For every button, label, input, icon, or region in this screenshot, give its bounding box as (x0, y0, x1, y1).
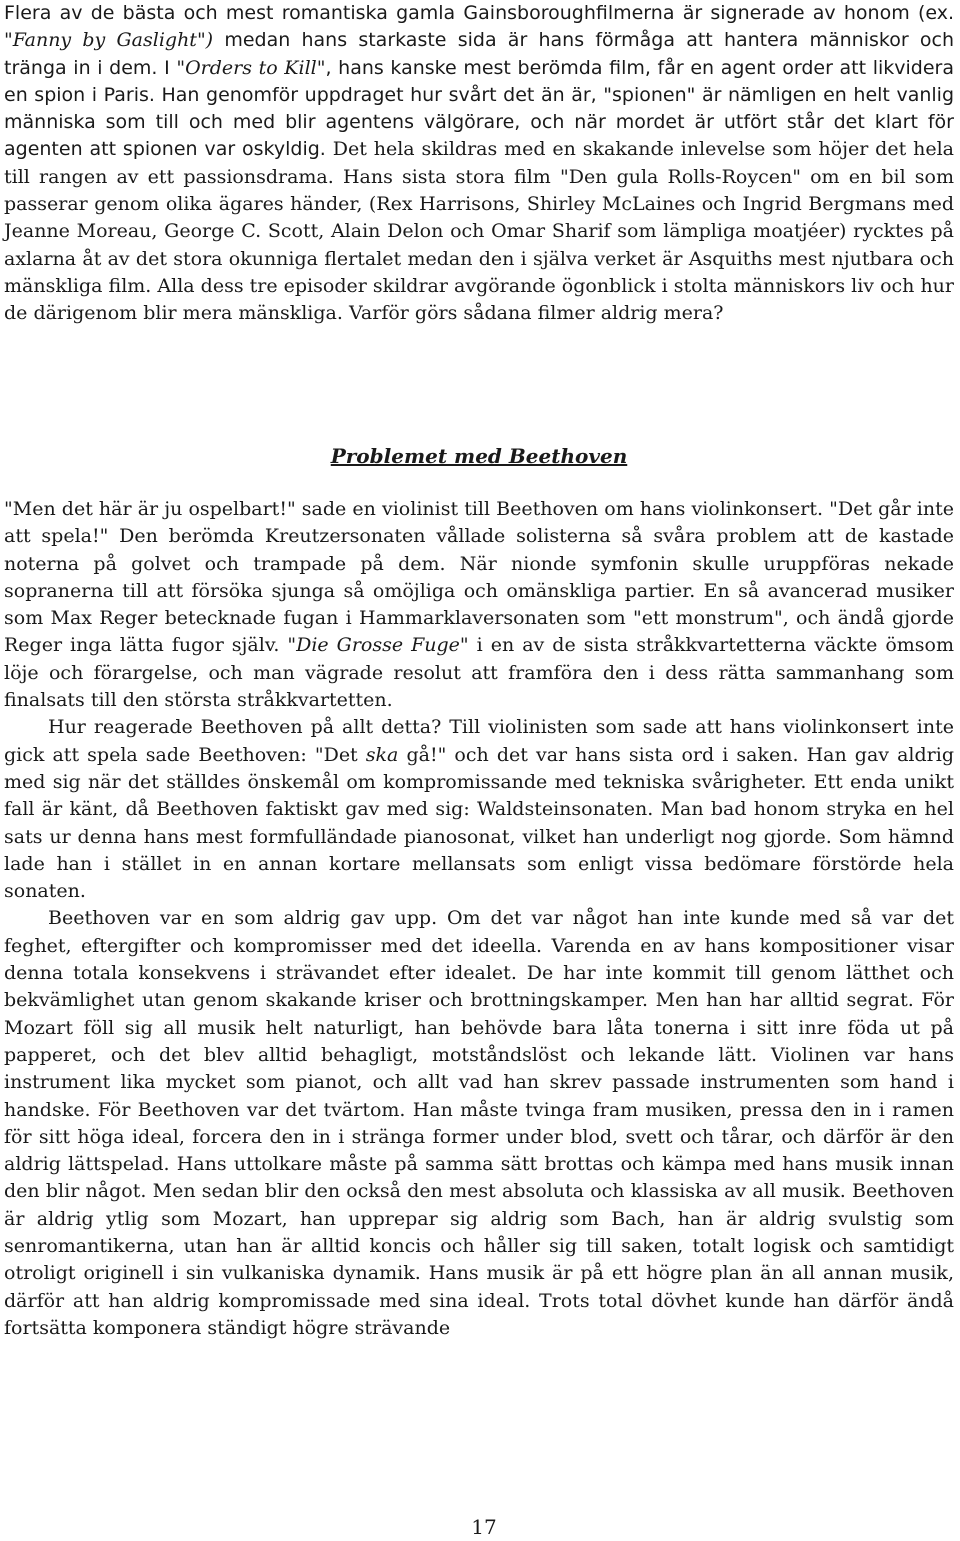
text-run: , hans kanske mest berömda film, får en agent order att likvidera en spion i Paris. Han genomför uppdraget hur svårt det än är, "spionen" är nämligen en helt vanlig människa som till och med blir agentens välgörare, och när mordet är utfört står det klart för agenten att spionen var oskyldig. (4, 56, 954, 161)
paragraph-reaktion (4, 714, 954, 905)
page-number: 17 (471, 1515, 497, 1539)
section-film (4, 0, 954, 328)
italic-title: "Orders to Kill" (176, 56, 326, 79)
paragraph-gav-aldrig-upp: Beethoven var en som aldrig gav upp. Om det var något han inte kunde med så var det feghet, eftergifter och kompromisser med det ideella. Varenda en av hans kompositioner visar denna totala konsekvens i strävandet efter idealet. De har inte kommit till genom lätthet och bekvämlighet utan genom skakande kriser och brottningskamper. Men han har alltid segrat. För Mozart föll sig all musik helt naturligt, han behövde bara låta tonerna i sitt inre föda ut på papperet, och det blev alltid behagligt, motståndslöst och lekande lätt. Violinen var hans instrument lika mycket som pianot, och allt vad han skrev passade instrumenten som hand i handske. För Beethoven var det tvärtom. Han måste tvinga fram musiken, pressa den in i ramen för sitt höga ideal, forcera den in i stränga former under blod, svett och tårar, och därför är den aldrig lättspelad. Hans uttolkare måste på samma sätt brottas och kämpa med hans musik innan den blir något. Men sedan blir den också den mest absoluta och klassiska av all musik. Beethoven är aldrig ytlig som Mozart, han upprepar sig aldrig som Bach, han är aldrig svulstig som senromantikerna, utan han är alltid koncis och håller sig till saken, totalt logisk och samtidigt otroligt originell i sin vulkaniska dynamik. Hans musik är på ett högre plan än all annan musik, därför att han aldrig kompromissade med sina ideal. Trots total dövhet kunde han därför ändå fortsätta komponera ständigt högre strävande (4, 907, 954, 1339)
text-run: i en av de sista stråkkvartetterna väckte ömsom löje och förargelse, och man vägrade resolut att framföra den i dess rätta sammanhang som finalsats till den största stråkkvartetten. (4, 634, 954, 712)
italic-word: ska (365, 743, 399, 766)
italic-title: "Die Grosse Fuge" (287, 634, 469, 657)
paragraph-ospelbart (4, 496, 954, 714)
section-heading: Problemet med Beethoven (330, 444, 628, 468)
text-run: Hur reagerade Beethoven på allt detta? Till violinisten som sade att hans violinkonsert inte gick att spela sade Beethoven: "Det (4, 716, 954, 766)
paragraph-asquith (4, 0, 954, 328)
text-run: "Men det här är ju ospelbart!" sade en violinist till Beethoven om hans violinkonsert. "Det går inte att spela!" Den berömda Kreutzersonaten vållade solisterna så svåra problem att de kastade noterna på golvet och trampade på dem. När nionde symfonin skulle uruppföras nekade sopranerna till att försöka sjunga så omöjliga och omänskliga partier. En så avancerad musiker som Max Reger betecknade fugan i Hammarklaversonaten som "ett monstrum", och ändå gjorde Reger inga lätta fugor själv. (4, 498, 954, 657)
text-run: Flera av de bästa och mest romantiska gamla Gainsboroughfilmerna är signerade av honom (ex. (4, 2, 954, 24)
section-beethoven (4, 496, 954, 1342)
text-run: medan hans starkaste sida är hans förmåga att hantera människor och tränga in i dem. I (4, 29, 954, 79)
italic-title: "Fanny by Gaslight") (4, 29, 214, 52)
text-run: gå!" och det var hans sista ord i saken. Han gav aldrig med sig när det ställdes önskemål om kompromissande med tekniska svårigheter. Ett enda unikt fall är känt, då Beethoven faktiskt gav med sig: Waldsteinsonaten. Man bad honom stryka en hel sats ur denna hans mest formfulländade pianosonat, vilket han underligt nog gjorde. Som hämnd lade han i stället in en annan kortare mellansats som enligt vissa bedömare förstörde hela sonaten. (4, 743, 954, 903)
document-page (4, 0, 954, 1541)
text-run: Det hela skildras med en skakande inlevelse som höjer det hela till rangen av ett passionsdrama. Hans sista stora film "Den gula Rolls-Roycen" om en bil som passerar genom olika ägares händer, (Rex Harrisons, Shirley McLaines och Ingrid Bergmans med Jeanne Moreau, George C. Scott, Alain Delon och Omar Sharif som lämpliga moatjéer) rycktes på axlarna åt av det stora okunniga flertalet medan den i själva verket är Asquiths mest njutbara och mänskliga film. Alla dess tre episoder skildrar avgörande ögonblick i stolta människors liv och hur de därigenom blir mera mänskliga. Varför görs sådana filmer aldrig mera? (4, 138, 954, 325)
